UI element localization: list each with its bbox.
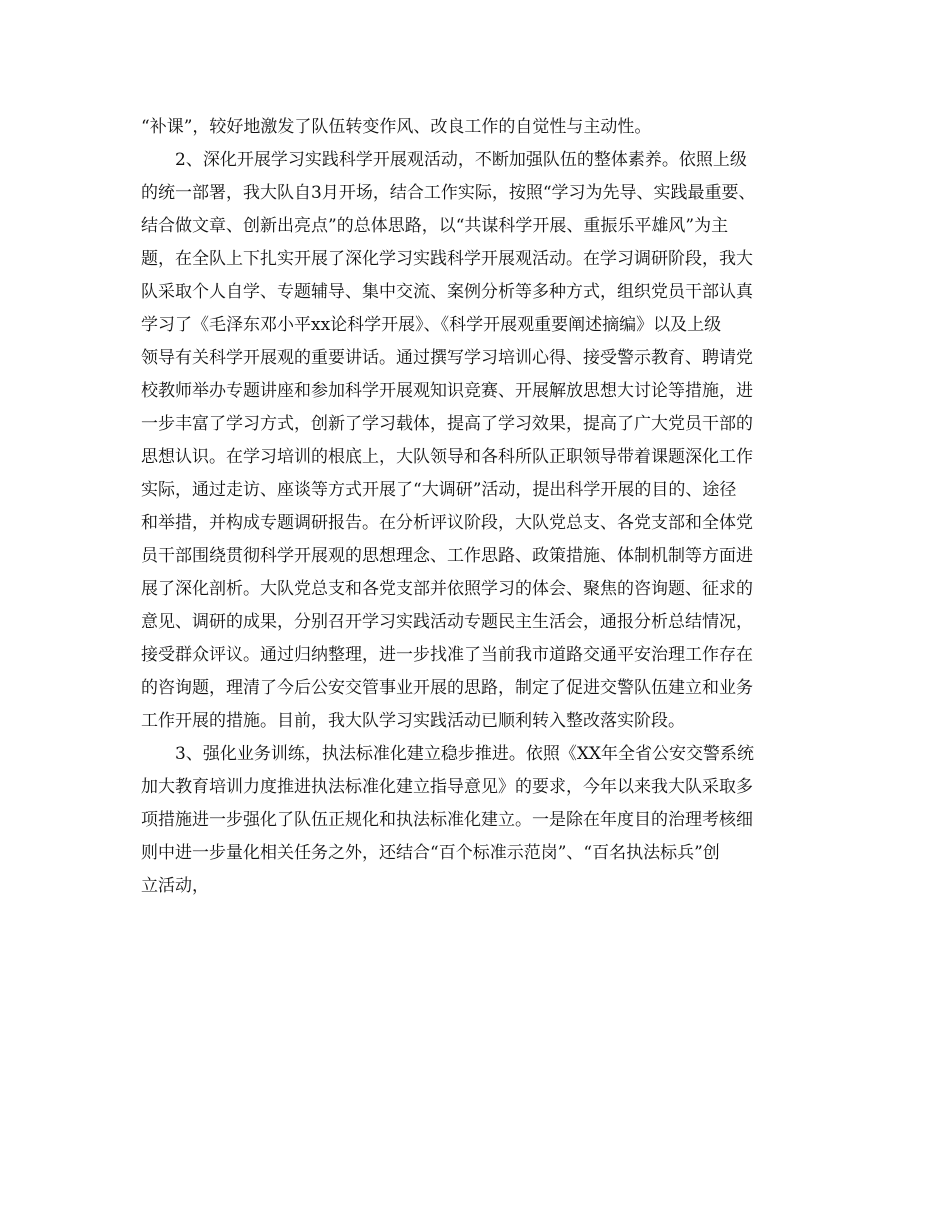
text-line: 结合做文章、创新出亮点”的总体思路，以“共谋科学开展、重振乐平雄风”为主 — [141, 216, 729, 236]
document-body — [141, 111, 831, 903]
text-line: 接受群众评议。通过归纳整理，进一步找准了当前我市道路交通平安治理工作存在 — [141, 645, 753, 665]
text-line: 校教师举办专题讲座和参加科学开展观知识竞赛、开展解放思想大讨论等措施，进 — [141, 381, 753, 401]
text-line: 的咨询题，理清了今后公安交管事业开展的思路，制定了促进交警队伍建立和业务 — [141, 678, 753, 698]
text-line: 一步丰富了学习方式，创新了学习载体，提高了学习效果，提高了广大党员干部的 — [141, 414, 753, 434]
text-line: 意见、调研的成果，分别召开学习实践活动专题民主生活会，通报分析总结情况， — [141, 612, 753, 632]
text-line: “补课”，较好地激发了队伍转变作风、改良工作的自觉性与主动性。 — [141, 117, 652, 137]
text-line: 的统一部署，我大队自3月开场，结合工作实际，按照“学习为先导、实践最重要、 — [141, 183, 756, 203]
paragraph — [141, 738, 831, 903]
paragraph — [141, 144, 831, 738]
text-line: 2、深化开展学习实践科学开展观活动，不断加强队伍的整体素养。依照上级 — [175, 150, 747, 170]
text-line: 领导有关科学开展观的重要讲话。通过撰写学习培训心得、接受警示教育、聘请党 — [141, 348, 753, 368]
text-line: 则中进一步量化相关任务之外，还结合“百个标准示范岗”、“百名执法标兵”创 — [141, 843, 720, 863]
text-line: 加大教育培训力度推进执法标准化建立指导意见》的要求，今年以来我大队采取多 — [141, 777, 753, 797]
text-line: 队采取个人自学、专题辅导、集中交流、案例分析等多种方式，组织党员干部认真 — [141, 282, 753, 302]
text-line: 学习了《毛泽东邓小平xx论科学开展》、《科学开展观重要阐述摘编》以及上级 — [141, 315, 722, 335]
text-line: 立活动， — [141, 876, 209, 896]
text-line: 项措施进一步强化了队伍正规化和执法标准化建立。一是除在年度目的治理考核细 — [141, 810, 753, 830]
text-line: 员干部围绕贯彻科学开展观的思想理念、工作思路、政策措施、体制机制等方面进 — [141, 546, 753, 566]
text-line: 题，在全队上下扎实开展了深化学习实践科学开展观活动。在学习调研阶段，我大 — [141, 249, 753, 269]
text-line: 3、强化业务训练，执法标准化建立稳步推进。依照《XX年全省公安交警系统 — [175, 744, 755, 764]
text-line: 工作开展的措施。目前，我大队学习实践活动已顺利转入整改落实阶段。 — [141, 711, 685, 731]
text-line: 实际，通过走访、座谈等方式开展了“大调研”活动，提出科学开展的目的、途径 — [141, 480, 737, 500]
text-line: 和举措，并构成专题调研报告。在分析评议阶段，大队党总支、各党支部和全体党 — [141, 513, 753, 533]
paragraph — [141, 111, 831, 144]
text-line: 展了深化剖析。大队党总支和各党支部并依照学习的体会、聚焦的咨询题、征求的 — [141, 579, 753, 599]
text-line: 思想认识。在学习培训的根底上，大队领导和各科所队正职领导带着课题深化工作 — [141, 447, 753, 467]
